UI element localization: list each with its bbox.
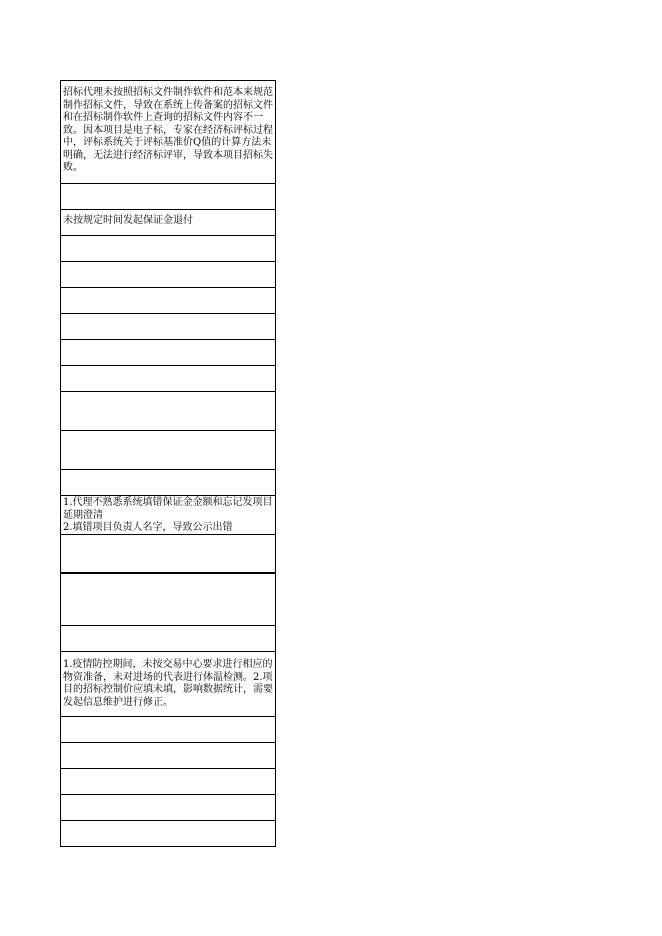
table-row[interactable]: [60, 314, 276, 340]
table-row[interactable]: [60, 262, 276, 288]
table-row[interactable]: [60, 340, 276, 366]
table-row[interactable]: [60, 769, 276, 795]
table-row[interactable]: 1.疫情防控期间，未按交易中心要求进行相应的物资准备，未对进场的代表进行体温检测。2.项目的招标控制价应填未填，影响数据统计，需要发起信息维护进行修正。: [60, 652, 276, 717]
table-row[interactable]: [60, 392, 276, 431]
table-row[interactable]: [60, 431, 276, 470]
table-row[interactable]: [60, 795, 276, 821]
table-row[interactable]: [60, 236, 276, 262]
table-row[interactable]: [60, 743, 276, 769]
table-row[interactable]: 招标代理未按照招标文件制作软件和范本来规范制作招标文件，导致在系统上传备案的招标文件和在招标制作软件上查询的招标文件内容不一致。因本项目是电子标，专家在经济标评标过程中，评标系统关于评标基准价Q值的计算方法未明确，无法进行经济标评审，导致本项目招标失败。: [60, 80, 276, 184]
table-row[interactable]: [60, 184, 276, 210]
table-row[interactable]: [60, 470, 276, 496]
table-row[interactable]: 未按规定时间发起保证金退付: [60, 210, 276, 236]
table-row[interactable]: [60, 288, 276, 314]
table-row[interactable]: [60, 626, 276, 652]
table-row[interactable]: 1.代理不熟悉系统填错保证金金额和忘记发项目延期澄清 2.填错项目负责人名字，导致公示出错: [60, 496, 276, 535]
table-row[interactable]: [60, 366, 276, 392]
spreadsheet-column: [60, 80, 276, 847]
table-row[interactable]: [60, 717, 276, 743]
table-row[interactable]: [60, 821, 276, 847]
table-row[interactable]: [60, 535, 276, 574]
table-row[interactable]: [60, 574, 276, 626]
